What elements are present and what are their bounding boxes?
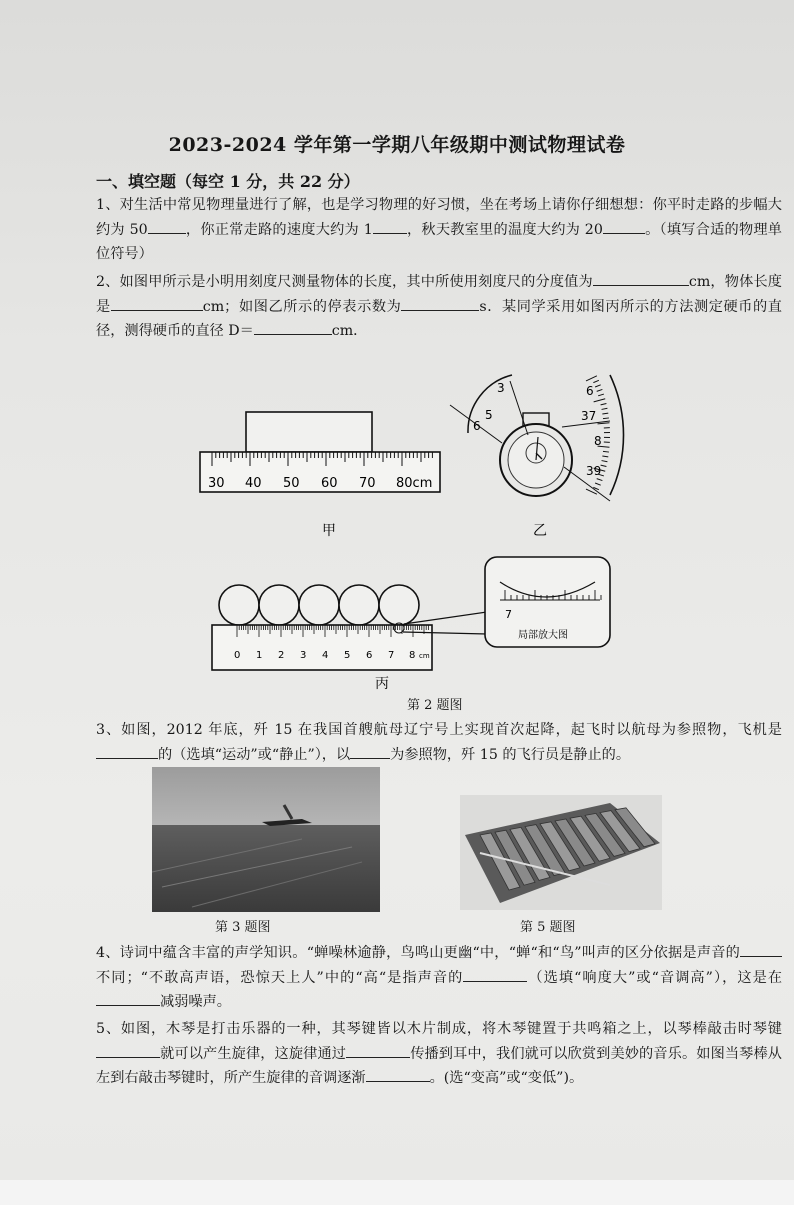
coin-4	[339, 585, 379, 625]
figure-2-bottom	[205, 552, 625, 697]
page-title: 2023-2024 学年第一学期八年级期中测试物理试卷	[168, 134, 626, 156]
tick-mark	[597, 479, 603, 481]
ruler-bing-label-6: 6	[366, 650, 373, 661]
q5-text-b: 就可以产生旋律，这旋律通过	[160, 1045, 347, 1062]
ruler-bing-label-8: 8	[409, 650, 416, 661]
question-3	[96, 718, 782, 767]
section-heading: 一、填空题（每空 1 分，共 22 分）	[96, 172, 360, 191]
ruler-jia-label-5: 70	[359, 476, 376, 491]
q1-text-d: 。（填写合适的物理单位符号）	[96, 221, 782, 262]
q4-text-a: 4、诗词中蕴含丰富的声学知识。“蝉噪林逾静，鸟鸣山更幽“中，“蝉“和“鸟”叫声的区分依据是声音的	[96, 945, 740, 961]
q5-text-c: 传播到耳中，我们就可以欣赏到美妙的音乐。如图当琴棒从左到右敲击琴键时，所产生旋律的音调逐渐	[96, 1045, 782, 1086]
figure-5-photo	[460, 795, 662, 910]
question-4	[96, 941, 782, 1015]
q4-blank-2	[463, 967, 527, 982]
tick-mark	[602, 408, 608, 409]
q3-blank-1	[96, 744, 158, 759]
q2-blank-4	[254, 320, 332, 335]
figure-5-caption: 第 5 题图	[520, 920, 576, 935]
q5-text-a: 5、如图，木琴是打击乐器的一种，其琴键皆以木片制成，将木琴键置于共鸣箱之上，以琴棒敲击时琴键	[96, 1021, 782, 1037]
coin-5	[379, 585, 419, 625]
tick-mark	[603, 451, 609, 452]
q1-blank-3	[603, 219, 645, 234]
tick-mark	[602, 413, 608, 414]
magnified-tick-label: 7	[505, 608, 512, 621]
q5-blank-3	[366, 1067, 430, 1082]
ruler-bing-label-5: 5	[344, 650, 351, 661]
label-jia: 甲	[322, 523, 336, 539]
q1-text-a: 1、对生活中常见物理量进行了解，也是学习物理的好习惯，坐在考场上请你仔细想想：你平时走路的步幅大约为 50	[96, 197, 782, 238]
ruler-jia-label-3: 50	[283, 476, 300, 491]
ruler-bing-label-1: 1	[256, 650, 263, 661]
stopwatch-outer-label-1: 6	[586, 384, 594, 398]
tick-mark	[597, 389, 603, 391]
q4-blank-1	[740, 942, 782, 957]
ruler-bing-label-2: 2	[278, 650, 285, 661]
tick-mark	[601, 465, 607, 466]
q4-text-c: （选填“响度大”或“音调高”），这是在	[527, 969, 783, 986]
ruler-jia-label-4: 60	[321, 476, 338, 491]
q2-blank-3	[401, 296, 479, 311]
ruler-jia-label-2: 40	[245, 476, 262, 491]
coin-2	[259, 585, 299, 625]
page-margin	[0, 1180, 794, 1205]
q2-text-a: 2、如图甲所示是小明用刻度尺测量物体的长度，其中所使用刻度尺的分度值为	[96, 274, 593, 290]
q1-blank-1	[148, 219, 186, 234]
tick-mark	[595, 483, 601, 485]
q2-text-b: cm，物体长度是	[96, 274, 782, 315]
q4-text-d: 减弱噪声。	[160, 994, 231, 1010]
q2-text-d: s．某同学采用如图丙所示的方法测定硬币的直径，测得硬币的直径 D＝	[96, 298, 782, 339]
stopwatch-outer-label-4: 39	[586, 464, 602, 478]
tick-mark	[595, 385, 601, 387]
question-1	[96, 193, 782, 267]
q3-blank-2	[350, 744, 390, 759]
q5-text-d: 。(选“变高”或“变低”)。	[429, 1070, 584, 1086]
label-yi: 乙	[533, 523, 547, 539]
stopwatch-outer-label-3: 8	[594, 434, 602, 448]
tick-mark	[603, 418, 609, 419]
ruler-bing-label-3: 3	[300, 650, 307, 661]
q4-blank-3	[96, 991, 160, 1006]
ruler-bing-unit: cm	[419, 652, 430, 660]
stopwatch-inner-label-1: 3	[497, 381, 505, 395]
label-bing: 丙	[375, 676, 389, 692]
question-5	[96, 1017, 782, 1091]
q5-blank-1	[96, 1043, 160, 1058]
ruler-jia-label-1: 30	[208, 476, 225, 491]
figure-3-photo	[152, 767, 380, 912]
q3-text-b: 的（选填“运动”或“静止”），以	[158, 746, 351, 763]
measured-block	[246, 412, 372, 452]
q2-blank-1	[593, 271, 689, 286]
q1-text-b: ，你正常走路的速度大约为 1	[185, 221, 373, 238]
stopwatch-inner-label-3: 6	[473, 419, 481, 433]
ruler-bing-label-7: 7	[388, 650, 395, 661]
tick-mark	[601, 404, 607, 405]
tick-mark	[593, 380, 599, 382]
q2-text-e: cm．	[331, 323, 368, 339]
tick-mark	[598, 423, 610, 424]
ruler-bing-label-0: 0	[234, 650, 241, 661]
figure-3-caption: 第 3 题图	[215, 920, 271, 935]
magnified-caption: 局部放大图	[518, 630, 568, 641]
stopwatch-inner-label-2: 5	[485, 408, 493, 422]
tick-mark	[602, 456, 608, 457]
ruler-bing	[212, 625, 432, 670]
q2-blank-2	[111, 296, 203, 311]
ruler-jia-label-6: 80cm	[396, 476, 433, 491]
q1-blank-2	[373, 219, 407, 234]
coin-1	[219, 585, 259, 625]
tick-mark	[598, 394, 604, 396]
figure-2-caption: 第 2 题图	[407, 698, 463, 713]
q3-text-a: 3、如图，2012 年底，歼 15 在我国首艘航母辽宁号上实现首次起降，起飞时以航母为参照物，飞机是	[96, 722, 782, 738]
tick-mark	[594, 399, 606, 402]
q5-blank-2	[346, 1043, 410, 1058]
question-2	[96, 270, 782, 344]
figure-2-top	[190, 365, 650, 545]
q3-text-c: 为参照物，歼 15 的飞行员是静止的。	[390, 746, 631, 763]
q1-text-c: ，秋天教室里的温度大约为 20	[406, 221, 603, 238]
tick-mark	[586, 376, 597, 381]
coin-3	[299, 585, 339, 625]
tick-mark	[602, 461, 608, 462]
ruler-bing-label-4: 4	[322, 650, 329, 661]
q4-text-b: 不同；“不敢高声语，恐惊天上人”中的“高“是指声音的	[96, 969, 464, 986]
stopwatch-outer-label-2: 37	[581, 409, 597, 423]
q2-text-c: cm；如图乙所示的停表示数为	[202, 298, 402, 315]
